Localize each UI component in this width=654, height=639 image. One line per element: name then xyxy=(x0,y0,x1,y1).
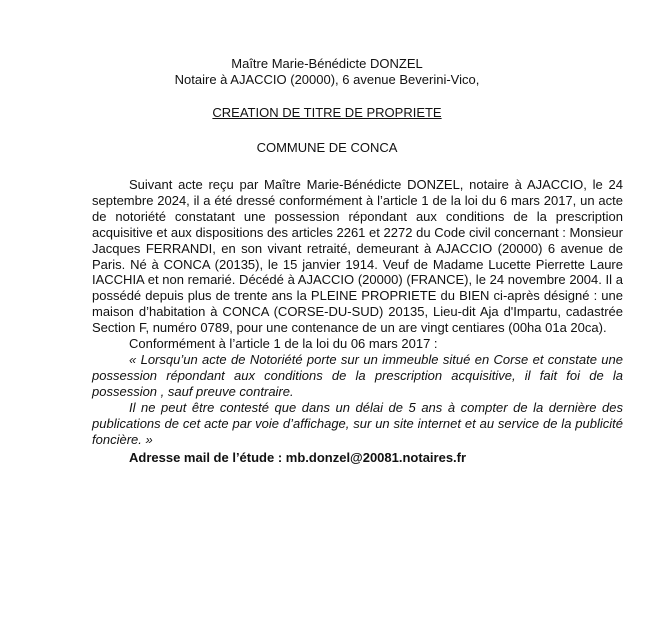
office-email-line: Adresse mail de l’étude : mb.donzel@20081.notaires.fr xyxy=(129,450,467,466)
notary-name: Maître Marie-Bénédicte DONZEL xyxy=(231,56,423,71)
notary-address: Notaire à AJACCIO (20000), 6 avenue Beverini-Vico, xyxy=(174,72,480,87)
law-quote-paragraph-2: Il ne peut être contesté que dans un délai de 5 ans à compter de la dernière des publications de cet acte par voie d’affichage, sur un site internet et au service de la publicité foncière. » xyxy=(92,399,623,447)
law-quote-paragraph-1: « Lorsqu’un acte de Notoriété porte sur un immeuble situé en Corse et constate une possession répondant aux conditions de la prescription acquisitive, il fait foi de la possession , sauf preuve contraire. xyxy=(92,351,623,399)
notoriety-paragraph: Suivant acte reçu par Maître Marie-Bénédicte DONZEL, notaire à AJACCIO, le 24 septembre 2024, il a été dressé conformément à l’article 1 de la loi du 6 mars 2017, un acte de notoriété constatant une possession répondant aux conditions de la prescription acquisitive et aux dispositions des articles 2261 et 2272 du Code civil concernant : Monsieur Jacques FERRANDI, en son vivant retraité, demeurant à AJACCIO (20000) 6 avenue de Paris. Né à CONCA (20135), le 15 janvier 1914. Veuf de Madame Lucette Pierrette Laure IACCHIA et non remarié. Décédé à AJACCIO (20000) (FRANCE), le 24 novembre 2004. Il a possédé depuis plus de trente ans la PLEINE PROPRIETE du BIEN ci-après désigné : une maison d’habitation à CONCA (CORSE-DU-SUD) 20135, Lieu-dit Aja d'Impartu, cadastrée Section F, numéro 0789, pour une contenance de un are vingt centiares (00ha 01a 20ca). xyxy=(92,177,623,336)
notice-body xyxy=(92,177,623,466)
law-reference-paragraph: Conformément à l’article 1 de la loi du 06 mars 2017 : xyxy=(129,336,438,352)
commune-heading: COMMUNE DE CONCA xyxy=(256,140,398,155)
document-title: CREATION DE TITRE DE PROPRIETE xyxy=(212,105,442,120)
